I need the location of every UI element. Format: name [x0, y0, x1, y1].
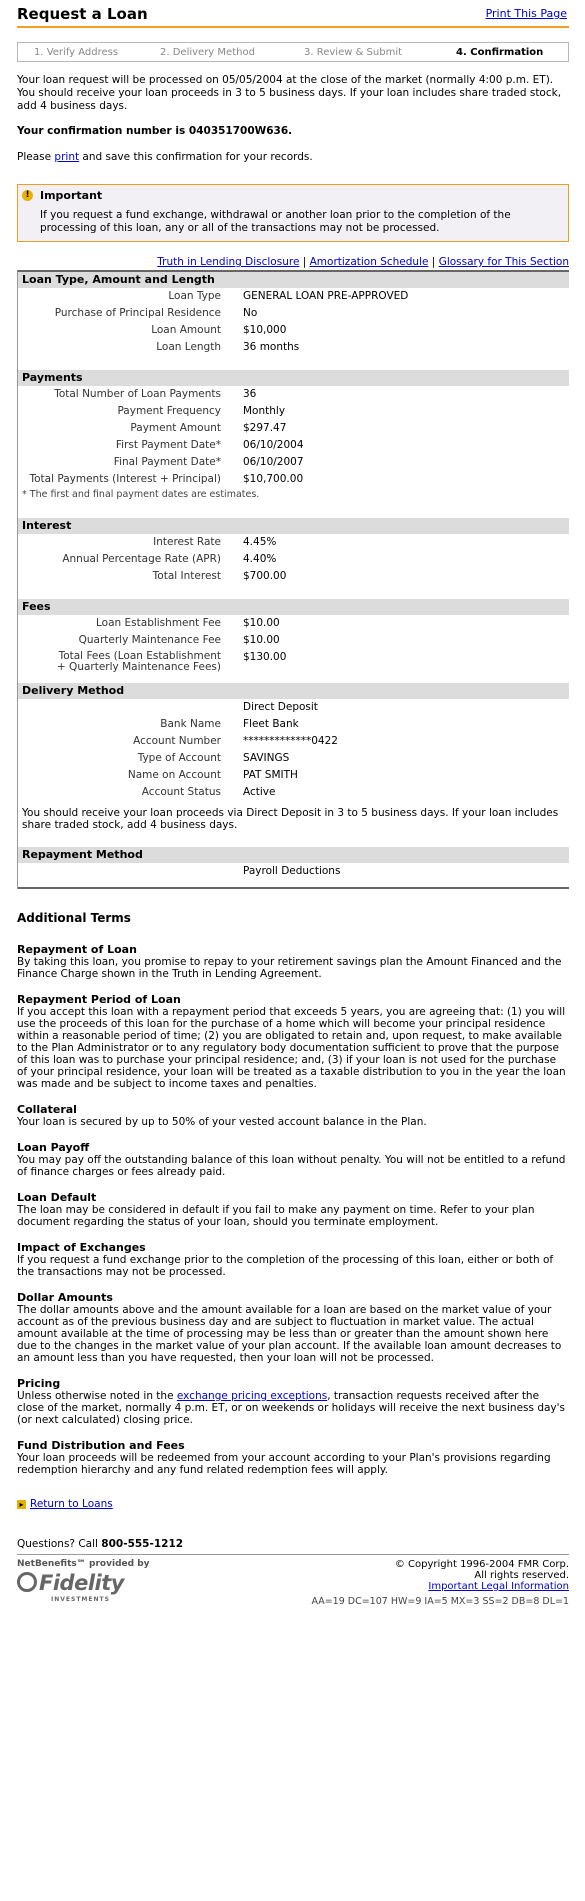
page-header [17, 0, 569, 28]
copyright: © Copyright 1996-2004 FMR Corp. All rights reserved. Important Legal Information [394, 1559, 569, 1592]
summary-row: Payment Frequency Monthly [117, 405, 286, 417]
important-title: Important [40, 189, 103, 202]
processing-notice: Your loan request will be processed on 05/05/2004 at the close of the market (normally 4:00 p.m. ET). You should receive your loan proceeds in 3 to 5 business days. If your loan includes share traded stock, add 4 business days. [17, 74, 562, 112]
additional-terms-title: Additional Terms [17, 911, 131, 925]
summary-row: Loan Type GENERAL LOAN PRE-APPROVED [168, 290, 409, 302]
important-notice [17, 184, 569, 242]
page [17, 0, 569, 1615]
summary-row: Total Number of Loan Payments 36 [54, 388, 257, 400]
delivery-text: You should receive your loan proceeds via Direct Deposit in 3 to 5 business days. If your loan includes share traded stock, add 4 business days. [22, 807, 559, 831]
arrow-right-icon: ▸ [17, 1500, 26, 1509]
summary-row: Total Payments (Interest + Principal) $10,700.00 [29, 473, 304, 485]
term-block: Loan Default The loan may be considered in default if you fail to make any payment on time. Refer to your plan document regarding the status of your loan, should you terminate employment. [17, 1191, 535, 1228]
section-header-fees: Fees [18, 599, 569, 615]
step-review-submit: 3. Review & Submit [304, 46, 403, 58]
exchange-pricing-exceptions-link[interactable]: exchange pricing exceptions [176, 1390, 328, 1402]
page-title: Request a Loan [17, 5, 148, 23]
fidelity-logo-icon [17, 1572, 37, 1592]
term-block: Loan Payoff You may pay off the outstanding balance of this loan without penalty. You will not be entitled to a refund of finance charges or fees already paid. [17, 1141, 566, 1178]
confirmation-line: Your confirmation number is 040351700W636. [17, 125, 293, 137]
summary-row: Quarterly Maintenance Fee $10.00 [78, 634, 280, 646]
summary-row: Type of Account SAVINGS [137, 752, 290, 764]
document-links: Truth in Lending Disclosure | Amortization Schedule | Glossary for This Section [157, 256, 569, 268]
term-block-pricing: Pricing Unless otherwise noted in the exchange pricing exceptions, transaction requests received after the close of the market, normally 4 p.m. ET, or on weekends or holidays will receive the next business day's (or next calculated) closing price. [17, 1377, 565, 1426]
term-block: Impact of Exchanges If you request a fund exchange prior to the completion of the processing of this loan, either or both of the transactions may not be processed. [17, 1241, 554, 1278]
summary-row: Purchase of Principal Residence No [54, 307, 258, 319]
warning-icon: ! [22, 190, 33, 201]
summary-row: Bank Name Fleet Bank [160, 718, 299, 730]
section-header-payments: Payments [18, 370, 569, 386]
summary-row: Total Fees (Loan Establishment + Quarterly Maintenance Fees) $130.00 [56, 650, 287, 673]
fidelity-logo-subtitle: INVESTMENTS [51, 1596, 110, 1603]
summary-row: Final Payment Date* 06/10/2007 [113, 456, 304, 468]
print-page-link[interactable]: Print This Page [485, 7, 567, 20]
netbenefits-label: NetBenefits℠ provided by [17, 1559, 150, 1569]
term-block: Collateral Your loan is secured by up to 50% of your vested account balance in the Plan. [17, 1103, 427, 1128]
summary-row: Name on Account PAT SMITH [127, 769, 298, 781]
summary-row: Total Interest $700.00 [152, 570, 287, 582]
summary-row: Interest Rate 4.45% [153, 536, 277, 548]
progress-steps [17, 42, 569, 62]
section-header-repayment: Repayment Method [18, 847, 569, 863]
glossary-link[interactable]: Glossary for This Section [438, 256, 569, 268]
summary-row: Loan Amount $10,000 [151, 324, 287, 336]
step-delivery-method: 2. Delivery Method [160, 46, 255, 58]
term-block: Fund Distribution and Fees Your loan proceeds will be redeemed from your account according to your Plan's provisions regarding redemption hierarchy and any fund related redemption fees will apply. [17, 1439, 551, 1476]
term-block: Dollar Amounts The dollar amounts above and the amount available for a loan are based on the market value of your account as of the previous business day and are subject to fluctuation in market value. The actual amount available at the time of processing may be less than or greater than the amount shown here due to the changes in the market value of your plan account. If the available loan amount decreases to an amount less than you have requested, then your loan will not be processed. [17, 1291, 562, 1364]
phone-number: 800-555-1212 [101, 1538, 184, 1550]
fidelity-logo: Fidelity [17, 1571, 124, 1595]
return-to-loans-link[interactable]: Return to Loans [30, 1498, 113, 1510]
return-row [17, 1498, 569, 1510]
summary-row: Payroll Deductions [18, 863, 569, 889]
section-header-interest: Interest [18, 518, 569, 534]
section-header-loan-type: Loan Type, Amount and Length [18, 272, 569, 288]
phone-contact: Questions? Call 800-555-1212 [17, 1538, 184, 1550]
confirmation-number: 040351700W636 [188, 125, 289, 137]
summary-row: Annual Percentage Rate (APR) 4.40% [62, 553, 277, 565]
summary-row: Account Number *************0422 [133, 735, 338, 747]
amortization-schedule-link[interactable]: Amortization Schedule [309, 256, 429, 268]
section-header-delivery: Delivery Method [18, 683, 569, 699]
summary-row: Payment Amount $297.47 [130, 422, 287, 434]
important-text: If you request a fund exchange, withdrawal or another loan prior to the completion of the processing of this loan, any or all of the transactions may not be processed. [40, 209, 511, 234]
legal-information-link[interactable]: Important Legal Information [428, 1581, 569, 1592]
footer [17, 1554, 569, 1615]
summary-row: Loan Length 36 months [156, 341, 300, 353]
step-confirmation: 4. Confirmation [456, 46, 544, 58]
term-block: Repayment Period of Loan If you accept this loan with a repayment period that exceeds 5 years, you are agreeing that: (1) you will use the proceeds of this loan for the purchase of a home which will become your principal residence within a reasonable period of time; (2) you are obligated to retain and, upon request, to make available to the Plan Administrator or to any regulatory body documentation sufficient to prove that the purpose of this loan was to purchase your principal residence; and, (3) if your loan is not used for the purchase of your principal residence, your loan will be treated as a taxable distribution to you in the year the loan was made and be subject to income taxes and penalties. [17, 993, 566, 1090]
server-stats: AA=19 DC=107 HW=9 IA=5 MX=3 SS=2 DB=8 DL=1 [311, 1596, 569, 1607]
term-block: Repayment of Loan By taking this loan, you promise to repay to your retirement savings plan the Amount Financed and the Finance Charge shown in the Truth in Lending Agreement. [17, 943, 562, 980]
summary-row: Loan Establishment Fee $10.00 [96, 617, 280, 629]
truth-in-lending-link[interactable]: Truth in Lending Disclosure [157, 256, 300, 268]
loan-summary [17, 270, 569, 889]
step-verify-address: 1. Verify Address [34, 46, 119, 58]
summary-row: Direct Deposit [243, 701, 318, 713]
print-link[interactable]: print [54, 151, 80, 163]
save-notice: Please print and save this confirmation for your records. [17, 151, 313, 163]
summary-row: First Payment Date* 06/10/2004 [115, 439, 304, 451]
estimate-note: * The first and final payment dates are estimates. [22, 489, 260, 500]
summary-row: Account Status Active [141, 786, 276, 798]
